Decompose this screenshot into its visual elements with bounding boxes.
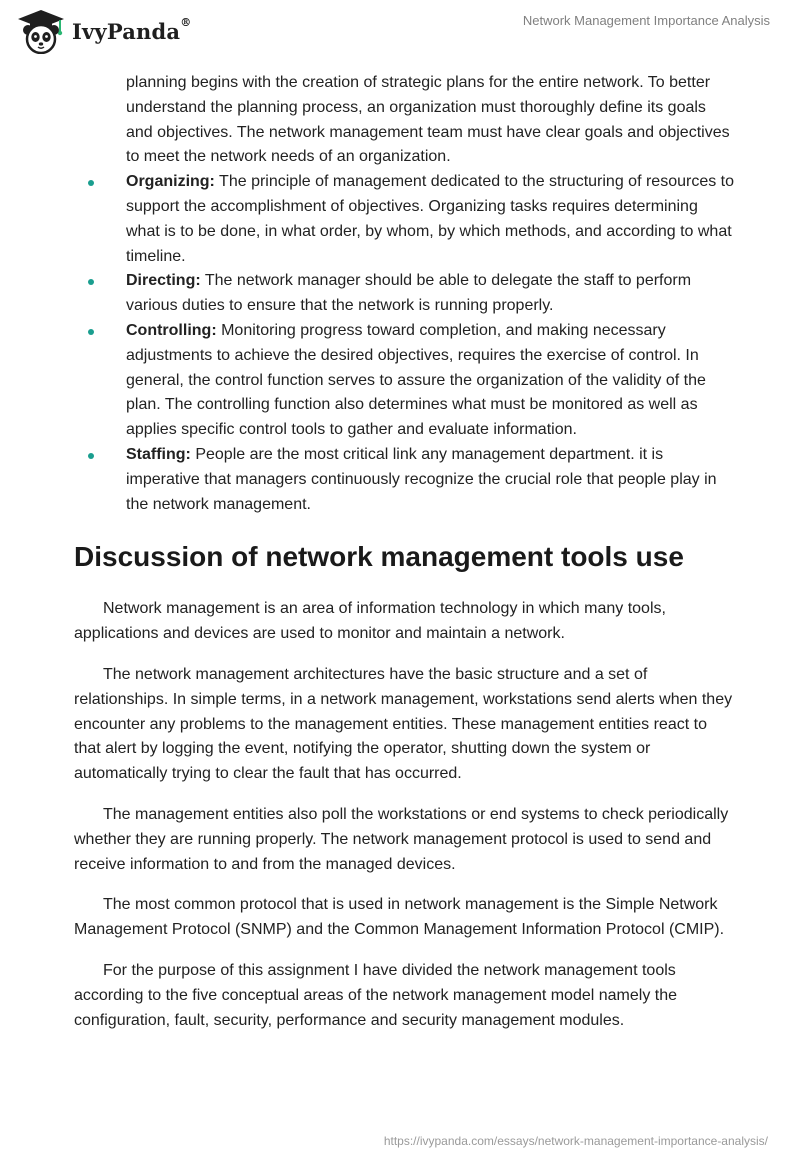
- list-item-text: The network manager should be able to delegate the staff to perform various duties to ensure that the network is running properly.: [126, 272, 692, 315]
- section-heading: Discussion of network management tools use: [74, 541, 684, 573]
- list-item: [74, 170, 734, 269]
- bullet-icon: [88, 329, 94, 335]
- list-item-term: Staffing:: [126, 445, 191, 463]
- paragraph: Network management is an area of information technology in which many tools, applications and devices are used to monitor and maintain a network.: [74, 600, 666, 643]
- list-item-text: People are the most critical link any management department. it is imperative that managers continuously recognize the crucial role that people play in the network management.: [126, 445, 717, 513]
- registered-mark: ®: [180, 15, 192, 29]
- paragraph: The most common protocol that is used in network management is the Simple Network Management Protocol (SNMP) and the Common Management Information Protocol (CMIP).: [74, 896, 725, 939]
- paragraph: For the purpose of this assignment I have divided the network management tools according to the five conceptual areas of the network management model namely the configuration, fault, security, performance and security management modules.: [74, 961, 678, 1029]
- panda-graduate-icon: [16, 8, 66, 54]
- brand-name: IvyPanda®: [72, 15, 192, 44]
- bullet-icon: [88, 180, 94, 186]
- list-item-term: Controlling:: [126, 321, 217, 339]
- brand-logo[interactable]: [16, 8, 191, 54]
- continued-list-text: planning begins with the creation of strategic plans for the entire network. To better understand the planning process, an organization must thoroughly define its goals and objectives. The network management team must have clear goals and objectives to meet the network needs of an organization.: [126, 74, 730, 166]
- essay-content: [74, 71, 734, 1049]
- list-item-term: Organizing:: [126, 173, 215, 191]
- list-item-term: Directing:: [126, 272, 201, 290]
- list-item: [74, 443, 734, 517]
- bullet-icon: [88, 453, 94, 459]
- management-functions-list: [74, 170, 734, 517]
- section-body: [74, 597, 734, 1033]
- list-item-text: Monitoring progress toward completion, and making necessary adjustments to achieve the desired objectives, requires the exercise of control. In general, the control function serves to assure the organization of the validity of the plan. The controlling function also determines what must be monitored as well as applies specific control tools to gather and evaluate information.: [126, 321, 706, 439]
- paragraph: The management entities also poll the workstations or end systems to check periodically whether they are running properly. The network management protocol is used to send and receive information to and from the managed devices.: [74, 805, 729, 873]
- paragraph: The network management architectures have the basic structure and a set of relationships. In simple terms, in a network management, workstations send alerts when they encounter any problems to the management entities. These management entities react to that alert by logging the event, notifying the operator, shutting down the system or automatically trying to clear the fault that has occurred.: [74, 665, 733, 783]
- list-item-text: The principle of management dedicated to the structuring of resources to support the accomplishment of objectives. Organizing tasks requires determining what is to be done, in what order, by whom, by which methods, and according to what timeline.: [126, 173, 734, 265]
- source-url[interactable]: https://ivypanda.com/essays/network-management-importance-analysis/: [383, 1134, 768, 1148]
- page-header: [0, 0, 800, 64]
- document-title: Network Management Importance Analysis: [522, 13, 770, 28]
- list-item: [74, 319, 734, 443]
- list-item: [74, 269, 734, 319]
- bullet-icon: [88, 279, 94, 285]
